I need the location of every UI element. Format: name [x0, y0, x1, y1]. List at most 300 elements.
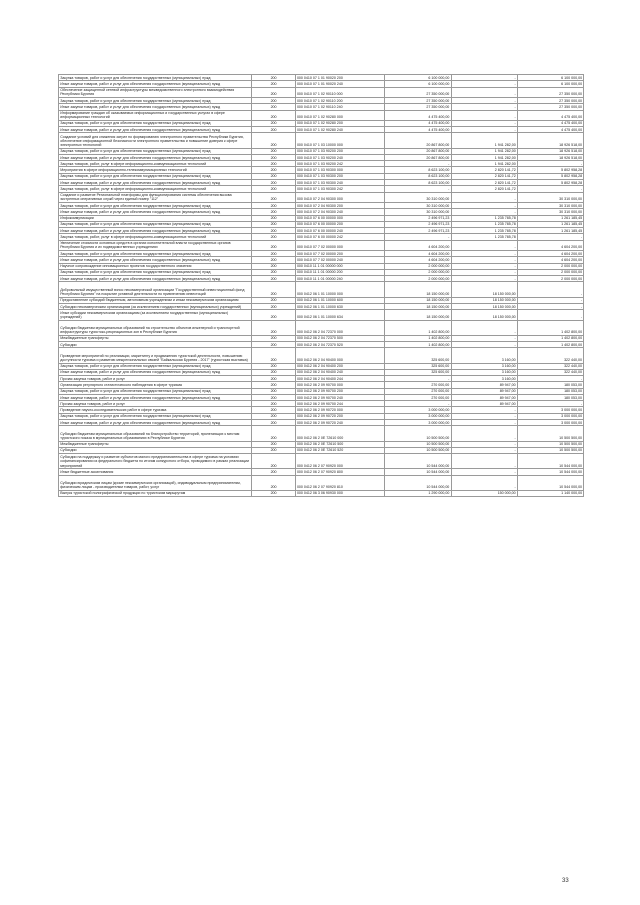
row-classification-code-cell: 000 0412 06 2 09 90720 000 [295, 407, 384, 413]
row-classification-code-cell: 000 0412 06 2 09 90700 000 [295, 382, 384, 388]
row-executed-amount-cell: 18 150 000,00 [451, 310, 517, 320]
row-approved-amount-cell: 20 867 800,00 [385, 154, 451, 160]
row-code-cell: 200 [252, 202, 295, 208]
row-executed-amount-cell: - [451, 426, 517, 441]
row-executed-amount-cell: - [451, 87, 517, 97]
row-code-cell: 200 [252, 154, 295, 160]
row-classification-code-cell: 000 0410 07 6 00 00000 000 [295, 215, 384, 221]
row-approved-amount-cell: 4 604 200,00 [385, 257, 451, 263]
row-executed-amount-cell: 1 235 785,78 [451, 215, 517, 221]
table-row [59, 426, 584, 441]
row-approved-amount-cell: 18 150 000,00 [385, 310, 451, 320]
row-remaining-amount-cell: - [517, 401, 583, 407]
row-approved-amount-cell: 20 867 800,00 [385, 133, 451, 148]
row-approved-amount-cell: 18 150 000,00 [385, 297, 451, 303]
row-classification-code-cell: 000 0412 06 2 0Е 72610 000 [295, 426, 384, 441]
row-code-cell: 200 [252, 420, 295, 426]
row-name-cell: Иные закупки товаров, работ и услуг для обеспечения государственных (муниципальных) нужд [59, 104, 252, 110]
row-executed-amount-cell: - [451, 240, 517, 250]
row-classification-code-cell: 000 0410 07 1 02 90280 240 [295, 127, 384, 133]
row-name-cell: Создание и развитие Региональной платформы для функционирования системы обеспечения вызова экстренных оперативных служб через единый номер "112" [59, 192, 252, 202]
row-name-cell: Межбюджетные трансферты [59, 335, 252, 341]
row-executed-amount-cell: - [451, 257, 517, 263]
row-name-cell: Иные закупки товаров, работ и услуг для обеспечения государственных (муниципальных) нужд [59, 276, 252, 282]
row-remaining-amount-cell: 4 475 400,00 [517, 110, 583, 120]
row-name-cell: Проведение научно-исследовательских работ в сфере туризма [59, 407, 252, 413]
row-approved-amount-cell: 4 475 400,00 [385, 127, 451, 133]
row-remaining-amount-cell: 1 402 800,00 [517, 320, 583, 335]
row-remaining-amount-cell: 10 544 000,00 [517, 454, 583, 469]
row-name-cell: Закупка товаров, работ, услуг в сфере информационно-коммуникационных технологий [59, 234, 252, 240]
row-executed-amount-cell: - [451, 104, 517, 110]
row-executed-amount-cell: - [451, 192, 517, 202]
row-name-cell: Закупка товаров, работ и услуг для обеспечения государственных (муниципальных) нужд [59, 413, 252, 419]
row-code-cell: 200 [252, 192, 295, 202]
row-name-cell: Научное сопровождение инновационных проектов государственного значения [59, 263, 252, 269]
row-executed-amount-cell: 18 150 000,00 [451, 282, 517, 297]
row-classification-code-cell: 000 0412 06 2 04 72370 500 [295, 335, 384, 341]
row-name-cell: Субсидии бюджетам муниципальных образований на строительство объектов инженерной и транспортной инфраструктуры туристско-рекреационных зон в Республике Бурятия [59, 320, 252, 335]
row-executed-amount-cell: 1 941 282,00 [451, 154, 517, 160]
row-name-cell: Иные закупки товаров, работ и услуг для обеспечения государственных (муниципальных) нужд [59, 209, 252, 215]
row-code-cell: 200 [252, 75, 295, 81]
row-approved-amount-cell: 27 350 000,00 [385, 97, 451, 103]
row-classification-code-cell: 000 0412 06 2 09 90700 240 [295, 394, 384, 400]
row-classification-code-cell: 000 0410 07 2 04 90300 240 [295, 209, 384, 215]
row-name-cell: Проведение мероприятий по реализации, маркетингу и продвижению туристской деятельности, повышению доступности туризма и развитию межрегиональных связей "Байкальская Бурятия - 2017" (туристская выставка) [59, 348, 252, 363]
row-name-cell: Иные закупки товаров, работ и услуг для обеспечения государственных (муниципальных) нужд [59, 154, 252, 160]
row-code-cell: 200 [252, 401, 295, 407]
row-approved-amount-cell: 1 402 800,00 [385, 335, 451, 341]
row-executed-amount-cell: 3 160,00 [451, 369, 517, 375]
row-classification-code-cell: 000 0412 06 2 04 72370 520 [295, 342, 384, 348]
page-number: 33 [562, 878, 569, 884]
row-classification-code-cell: 000 0410 07 1 03 90300 000 [295, 167, 384, 173]
row-remaining-amount-cell: 30 310 000,00 [517, 192, 583, 202]
row-code-cell: 200 [252, 234, 295, 240]
row-approved-amount-cell: 270 000,00 [385, 394, 451, 400]
row-code-cell: 200 [252, 407, 295, 413]
row-executed-amount-cell: - [451, 335, 517, 341]
row-remaining-amount-cell: - [517, 310, 583, 320]
row-approved-amount-cell: 10 500 500,00 [385, 426, 451, 441]
row-classification-code-cell: 000 0410 07 1 03 90200 240 [295, 154, 384, 160]
row-name-cell: Субсидии некоммерческим организациям (за исключением государственных (муниципальных) учреждений) [59, 303, 252, 309]
row-remaining-amount-cell: 4 475 400,00 [517, 120, 583, 126]
row-remaining-amount-cell: 180 053,00 [517, 394, 583, 400]
row-classification-code-cell: 000 0412 06 2 09 90700 200 [295, 388, 384, 394]
row-name-cell: Закупка товаров, работ и услуг для обеспечения государственных (муниципальных) нужд [59, 120, 252, 126]
row-remaining-amount-cell: 2 000 000,00 [517, 276, 583, 282]
row-remaining-amount-cell: 322 440,00 [517, 348, 583, 363]
row-classification-code-cell: 000 0410 07 7 02 00000 240 [295, 257, 384, 263]
row-name-cell: Иные бюджетные ассигнования [59, 469, 252, 475]
row-code-cell: 200 [252, 276, 295, 282]
row-classification-code-cell: 000 0410 07 7 02 00000 000 [295, 240, 384, 250]
row-name-cell: Закупка товаров, работ и услуг для обеспечения государственных (муниципальных) нужд [59, 75, 252, 81]
row-code-cell: 200 [252, 413, 295, 419]
row-executed-amount-cell: - [451, 469, 517, 475]
row-classification-code-cell: 000 0412 06 2 07 90920 810 [295, 475, 384, 490]
row-executed-amount-cell: - [451, 97, 517, 103]
row-name-cell: Иные закупки товаров, работ и услуг для обеспечения государственных (муниципальных) нужд [59, 369, 252, 375]
row-remaining-amount-cell: - [517, 186, 583, 192]
row-code-cell: 200 [252, 87, 295, 97]
budget-execution-table [58, 74, 584, 497]
row-remaining-amount-cell: 180 053,00 [517, 388, 583, 394]
row-executed-amount-cell: - [451, 209, 517, 215]
row-approved-amount-cell: 270 000,00 [385, 388, 451, 394]
row-approved-amount-cell: 27 350 000,00 [385, 104, 451, 110]
row-name-cell: Межбюджетные трансферты [59, 441, 252, 447]
row-approved-amount-cell: 10 544 000,00 [385, 475, 451, 490]
row-remaining-amount-cell: 4 604 200,00 [517, 240, 583, 250]
row-executed-amount-cell: - [451, 447, 517, 453]
row-remaining-amount-cell: - [517, 376, 583, 382]
row-remaining-amount-cell: 5 802 958,28 [517, 173, 583, 179]
row-name-cell: Закупка товаров, работ и услуг для обеспечения государственных (муниципальных) нужд [59, 269, 252, 275]
row-classification-code-cell: 000 0410 07 1 02 90280 200 [295, 120, 384, 126]
row-remaining-amount-cell: 5 802 958,28 [517, 180, 583, 186]
row-classification-code-cell: 000 0410 11 1 01 00000 240 [295, 276, 384, 282]
table-row [59, 475, 584, 490]
row-name-cell: Закупка товаров, работ и услуг для обеспечения государственных (муниципальных) нужд [59, 388, 252, 394]
row-name-cell: Информирование граждан об оказываемых информационных и государственных услугах в сфере информационных технологий [59, 110, 252, 120]
row-name-cell: Субсидии [59, 342, 252, 348]
row-code-cell: 200 [252, 209, 295, 215]
row-name-cell: Предоставление субсидий бюджетным, автономным учреждениям и иным некоммерческим организациям [59, 297, 252, 303]
row-code-cell: 200 [252, 148, 295, 154]
row-approved-amount-cell: 10 544 000,00 [385, 454, 451, 469]
row-name-cell: Создание условий для снижения затрат по формированию электронного правительства Республики Бурятия, обеспечение информационной безопасности электронного правительства и повышение доверия к сфере электронных технологий [59, 133, 252, 148]
row-code-cell: 200 [252, 186, 295, 192]
row-code-cell: 200 [252, 133, 295, 148]
row-code-cell: 200 [252, 263, 295, 269]
row-approved-amount-cell: 1 402 800,00 [385, 342, 451, 348]
row-name-cell: Иные субсидии некоммерческим организациям (за исключением государственных (муниципальных) учреждений) [59, 310, 252, 320]
row-classification-code-cell: 000 0410 07 6 00 00000 242 [295, 234, 384, 240]
row-approved-amount-cell: 2 496 971,23 [385, 228, 451, 234]
row-classification-code-cell: 000 0410 07 2 04 90300 200 [295, 202, 384, 208]
row-code-cell: 200 [252, 447, 295, 453]
row-approved-amount-cell: 2 000 000,00 [385, 276, 451, 282]
row-approved-amount-cell: 10 544 000,00 [385, 469, 451, 475]
row-classification-code-cell: 000 0410 07 6 00 00000 200 [295, 221, 384, 227]
row-approved-amount-cell: 4 604 200,00 [385, 240, 451, 250]
row-approved-amount-cell: 1 402 800,00 [385, 320, 451, 335]
row-name-cell: Иные закупки товаров, работ и услуг для обеспечения государственных (муниципальных) нужд [59, 420, 252, 426]
row-classification-code-cell: 000 0412 06 2 0Е 72610 500 [295, 441, 384, 447]
row-name-cell: Закупка товаров, работ и услуг для обеспечения государственных (муниципальных) нужд [59, 221, 252, 227]
row-approved-amount-cell: 10 500 500,00 [385, 447, 451, 453]
row-remaining-amount-cell: 1 402 800,00 [517, 335, 583, 341]
row-name-cell: Закупка товаров, работ и услуг для обеспечения государственных (муниципальных) нужд [59, 173, 252, 179]
row-code-cell: 200 [252, 342, 295, 348]
row-remaining-amount-cell: 6 100 000,00 [517, 81, 583, 87]
row-remaining-amount-cell: 2 000 000,00 [517, 269, 583, 275]
table-row [59, 192, 584, 202]
row-classification-code-cell: 000 0412 06 1 01 10000 630 [295, 303, 384, 309]
row-remaining-amount-cell: 10 500 500,00 [517, 426, 583, 441]
row-name-cell: Иные закупки товаров, работ и услуг для обеспечения государственных (муниципальных) нужд [59, 394, 252, 400]
row-code-cell: 200 [252, 269, 295, 275]
row-executed-amount-cell: 2 820 141,72 [451, 186, 517, 192]
row-approved-amount-cell: 2 496 971,23 [385, 215, 451, 221]
row-executed-amount-cell: - [451, 110, 517, 120]
row-executed-amount-cell: - [451, 420, 517, 426]
row-code-cell: 200 [252, 320, 295, 335]
row-code-cell: 200 [252, 490, 295, 496]
row-code-cell: 200 [252, 167, 295, 173]
row-remaining-amount-cell: - [517, 303, 583, 309]
row-name-cell: Субсидии [59, 447, 252, 453]
row-classification-code-cell: 000 0412 06 2 09 90700 244 [295, 401, 384, 407]
row-name-cell: Мероприятия в сфере информационно-телекоммуникационных технологий [59, 167, 252, 173]
row-executed-amount-cell: 89 947,00 [451, 401, 517, 407]
row-remaining-amount-cell: 322 440,00 [517, 369, 583, 375]
row-executed-amount-cell: - [451, 269, 517, 275]
row-executed-amount-cell: - [451, 454, 517, 469]
row-remaining-amount-cell: 27 350 000,00 [517, 87, 583, 97]
row-approved-amount-cell: - [385, 186, 451, 192]
row-classification-code-cell: 000 0410 07 1 03 90200 200 [295, 148, 384, 154]
row-code-cell: 200 [252, 369, 295, 375]
row-remaining-amount-cell: - [517, 234, 583, 240]
row-executed-amount-cell: 150 000,00 [451, 490, 517, 496]
row-name-cell: Выпуск туристской полиграфической продукции по туристским маршрутам [59, 490, 252, 496]
row-approved-amount-cell: 18 150 000,00 [385, 303, 451, 309]
row-approved-amount-cell: 325 600,00 [385, 363, 451, 369]
row-executed-amount-cell: 1 235 785,78 [451, 234, 517, 240]
table-row [59, 110, 584, 120]
row-executed-amount-cell: - [451, 276, 517, 282]
row-name-cell: Закупка товаров, работ, услуг в сфере информационно-коммуникационных технологий [59, 161, 252, 167]
row-name-cell: Закупка товаров, работ, услуг в сфере информационно-коммуникационных технологий [59, 186, 252, 192]
row-name-cell: Субсидии юридическим лицам (кроме некоммерческих организаций), индивидуальным предпринимателям, физическим лицам - производителям товаров, работ, услуг [59, 475, 252, 490]
row-approved-amount-cell: 325 600,00 [385, 369, 451, 375]
row-approved-amount-cell: 2 000 000,00 [385, 263, 451, 269]
row-classification-code-cell: 000 0410 07 1 01 90020 240 [295, 81, 384, 87]
table-row [59, 310, 584, 320]
row-remaining-amount-cell: 18 926 518,00 [517, 148, 583, 154]
row-classification-code-cell: 000 0410 07 1 02 90110 200 [295, 97, 384, 103]
row-remaining-amount-cell: 30 310 000,00 [517, 202, 583, 208]
row-classification-code-cell: 000 0410 07 1 02 90280 000 [295, 110, 384, 120]
row-classification-code-cell: 000 0412 06 1 01 10000 600 [295, 297, 384, 303]
row-approved-amount-cell: 3 000 000,00 [385, 413, 451, 419]
row-classification-code-cell: 000 0410 07 2 04 90300 000 [295, 192, 384, 202]
row-remaining-amount-cell: - [517, 161, 583, 167]
row-executed-amount-cell: 2 820 141,72 [451, 167, 517, 173]
row-executed-amount-cell: - [451, 475, 517, 490]
row-classification-code-cell: 000 0412 06 2 0Е 72610 520 [295, 447, 384, 453]
row-code-cell: 200 [252, 335, 295, 341]
table-row [59, 240, 584, 250]
row-name-cell: Добровольный имущественный взнос некоммерческой организации "Государственный инвестиционный фонд Республики Бурятия" на покрытие уставной деятельности по привлечению инвестиций [59, 282, 252, 297]
row-executed-amount-cell: 1 941 282,00 [451, 133, 517, 148]
row-executed-amount-cell: 1 235 785,78 [451, 221, 517, 227]
row-code-cell: 200 [252, 120, 295, 126]
row-remaining-amount-cell: 322 440,00 [517, 363, 583, 369]
row-approved-amount-cell: 6 100 000,00 [385, 75, 451, 81]
row-classification-code-cell: 000 0410 07 1 03 90300 200 [295, 173, 384, 179]
row-name-cell: Закупка товаров, работ и услуг для обеспечения государственных (муниципальных) нужд [59, 202, 252, 208]
row-classification-code-cell: 000 0410 07 1 03 90300 242 [295, 186, 384, 192]
row-classification-code-cell: 000 0410 07 1 01 90020 200 [295, 75, 384, 81]
row-approved-amount-cell: - [385, 376, 451, 382]
row-code-cell: 200 [252, 382, 295, 388]
row-name-cell: Иные закупки товаров, работ и услуг для обеспечения государственных (муниципальных) нужд [59, 127, 252, 133]
row-classification-code-cell: 000 0412 06 2 04 90400 000 [295, 348, 384, 363]
row-approved-amount-cell: 270 000,00 [385, 382, 451, 388]
row-classification-code-cell: 000 0410 07 1 03 10000 000 [295, 133, 384, 148]
row-classification-code-cell: 000 0412 06 3 06 90930 000 [295, 490, 384, 496]
row-remaining-amount-cell: 180 053,00 [517, 382, 583, 388]
row-approved-amount-cell: 8 623 100,00 [385, 167, 451, 173]
row-approved-amount-cell: 30 310 000,00 [385, 202, 451, 208]
row-code-cell: 200 [252, 251, 295, 257]
row-remaining-amount-cell: 27 350 000,00 [517, 104, 583, 110]
row-classification-code-cell: 000 0410 11 1 01 00000 200 [295, 269, 384, 275]
row-executed-amount-cell: - [451, 441, 517, 447]
row-code-cell: 200 [252, 441, 295, 447]
row-code-cell: 200 [252, 110, 295, 120]
row-classification-code-cell: 000 0412 06 2 04 90400 244 [295, 376, 384, 382]
table-row [59, 348, 584, 363]
row-executed-amount-cell: 1 941 282,00 [451, 148, 517, 154]
row-code-cell: 200 [252, 469, 295, 475]
row-code-cell: 200 [252, 426, 295, 441]
row-remaining-amount-cell: 30 310 000,00 [517, 209, 583, 215]
row-name-cell: Увеличение стоимости основных средств в органах исполнительной власти государственных органов Республики Бурятия и их подведомственных учреждениях [59, 240, 252, 250]
row-code-cell: 200 [252, 173, 295, 179]
row-classification-code-cell: 000 0412 06 1 01 10000 634 [295, 310, 384, 320]
row-approved-amount-cell: 1 290 000,00 [385, 490, 451, 496]
row-executed-amount-cell: - [451, 81, 517, 87]
row-remaining-amount-cell: 3 000 000,00 [517, 420, 583, 426]
row-remaining-amount-cell: 10 500 500,00 [517, 441, 583, 447]
row-classification-code-cell: 000 0410 07 1 03 90300 240 [295, 180, 384, 186]
row-approved-amount-cell: 2 000 000,00 [385, 269, 451, 275]
row-executed-amount-cell: 1 941 282,00 [451, 161, 517, 167]
row-remaining-amount-cell: 4 475 400,00 [517, 127, 583, 133]
row-approved-amount-cell: 4 475 400,00 [385, 120, 451, 126]
row-classification-code-cell: 000 0412 06 2 09 90720 200 [295, 413, 384, 419]
row-executed-amount-cell: 3 160,00 [451, 348, 517, 363]
row-classification-code-cell: 000 0412 06 1 01 10000 000 [295, 282, 384, 297]
row-code-cell: 200 [252, 104, 295, 110]
row-approved-amount-cell: 20 867 800,00 [385, 148, 451, 154]
row-executed-amount-cell: 2 820 141,72 [451, 173, 517, 179]
row-approved-amount-cell: - [385, 161, 451, 167]
row-approved-amount-cell: 30 310 000,00 [385, 192, 451, 202]
row-approved-amount-cell: - [385, 234, 451, 240]
row-executed-amount-cell: - [451, 75, 517, 81]
row-executed-amount-cell: - [451, 342, 517, 348]
row-classification-code-cell: 000 0410 07 7 02 00000 200 [295, 251, 384, 257]
row-approved-amount-cell: - [385, 401, 451, 407]
table-row [59, 454, 584, 469]
row-executed-amount-cell: - [451, 320, 517, 335]
row-code-cell: 200 [252, 228, 295, 234]
row-remaining-amount-cell: 27 350 000,00 [517, 97, 583, 103]
row-executed-amount-cell: 18 150 000,00 [451, 297, 517, 303]
row-code-cell: 200 [252, 454, 295, 469]
row-code-cell: 200 [252, 348, 295, 363]
table-row [59, 490, 584, 496]
row-code-cell: 200 [252, 161, 295, 167]
row-name-cell: Иные закупки товаров, работ и услуг для обеспечения государственных (муниципальных) нужд [59, 180, 252, 186]
row-executed-amount-cell: - [451, 413, 517, 419]
row-executed-amount-cell: 3 160,00 [451, 376, 517, 382]
row-remaining-amount-cell: 18 926 518,00 [517, 133, 583, 148]
row-code-cell: 200 [252, 310, 295, 320]
row-code-cell: 200 [252, 257, 295, 263]
row-remaining-amount-cell: 6 100 000,00 [517, 75, 583, 81]
row-remaining-amount-cell: 3 000 000,00 [517, 407, 583, 413]
row-code-cell: 200 [252, 475, 295, 490]
row-approved-amount-cell: 4 604 200,00 [385, 251, 451, 257]
row-name-cell: Субсидии на поддержку и развитие субъектов малого предпринимательства в сфере туризма на условиях софинансирования из федерального бюджета по итогам конкурсного отбора, проводимого в рамках реализации мероприятий [59, 454, 252, 469]
row-approved-amount-cell: 4 475 400,00 [385, 110, 451, 120]
row-name-cell: Инфокоммуникации [59, 215, 252, 221]
table-row [59, 320, 584, 335]
row-approved-amount-cell: 325 600,00 [385, 348, 451, 363]
row-classification-code-cell: 000 0412 06 2 04 90400 200 [295, 363, 384, 369]
row-name-cell: Закупка товаров, работ и услуг для обеспечения государственных (муниципальных) нужд [59, 251, 252, 257]
row-remaining-amount-cell: 10 544 000,00 [517, 469, 583, 475]
row-classification-code-cell: 000 0410 07 1 03 90200 242 [295, 161, 384, 167]
row-executed-amount-cell: 89 947,00 [451, 382, 517, 388]
row-code-cell: 200 [252, 81, 295, 87]
row-remaining-amount-cell: 1 140 000,00 [517, 490, 583, 496]
row-name-cell: Прочая закупка товаров, работ и услуг [59, 401, 252, 407]
row-classification-code-cell: 000 0412 06 2 07 90920 000 [295, 454, 384, 469]
row-code-cell: 200 [252, 376, 295, 382]
row-code-cell: 200 [252, 97, 295, 103]
row-classification-code-cell: 000 0412 06 2 04 90400 240 [295, 369, 384, 375]
table-row [59, 282, 584, 297]
row-approved-amount-cell: 27 350 000,00 [385, 87, 451, 97]
row-classification-code-cell: 000 0410 07 6 00 00000 240 [295, 228, 384, 234]
row-remaining-amount-cell: 1 261 185,45 [517, 221, 583, 227]
row-approved-amount-cell: 18 150 000,00 [385, 282, 451, 297]
row-code-cell: 200 [252, 215, 295, 221]
row-classification-code-cell: 000 0410 07 1 02 90110 000 [295, 87, 384, 97]
row-remaining-amount-cell: 4 604 200,00 [517, 257, 583, 263]
row-approved-amount-cell: 3 000 000,00 [385, 420, 451, 426]
row-executed-amount-cell: - [451, 127, 517, 133]
row-executed-amount-cell: - [451, 120, 517, 126]
row-name-cell: Иные закупки товаров, работ и услуг для обеспечения государственных (муниципальных) нужд [59, 81, 252, 87]
table-row [59, 87, 584, 97]
row-executed-amount-cell: 18 150 000,00 [451, 303, 517, 309]
row-remaining-amount-cell: 5 802 958,28 [517, 167, 583, 173]
row-remaining-amount-cell: 10 544 000,00 [517, 475, 583, 490]
row-executed-amount-cell: 1 235 785,78 [451, 228, 517, 234]
row-classification-code-cell: 000 0412 06 2 09 90720 240 [295, 420, 384, 426]
row-approved-amount-cell: 8 623 100,00 [385, 173, 451, 179]
row-name-cell: Закупка товаров, работ и услуг для обеспечения государственных (муниципальных) нужд [59, 97, 252, 103]
row-executed-amount-cell: 89 947,00 [451, 394, 517, 400]
row-name-cell: Закупка товаров, работ и услуг для обеспечения государственных (муниципальных) нужд [59, 363, 252, 369]
row-name-cell: Обеспечение защищенной сетевой инфраструктуры межведомственного электронного взаимодействия Республики Бурятия [59, 87, 252, 97]
row-remaining-amount-cell: 1 261 185,45 [517, 228, 583, 234]
row-classification-code-cell: 000 0412 06 2 07 90920 800 [295, 469, 384, 475]
row-executed-amount-cell: 89 947,00 [451, 388, 517, 394]
row-name-cell: Закупка товаров, работ и услуг для обеспечения государственных (муниципальных) нужд [59, 148, 252, 154]
row-remaining-amount-cell: 3 000 000,00 [517, 413, 583, 419]
